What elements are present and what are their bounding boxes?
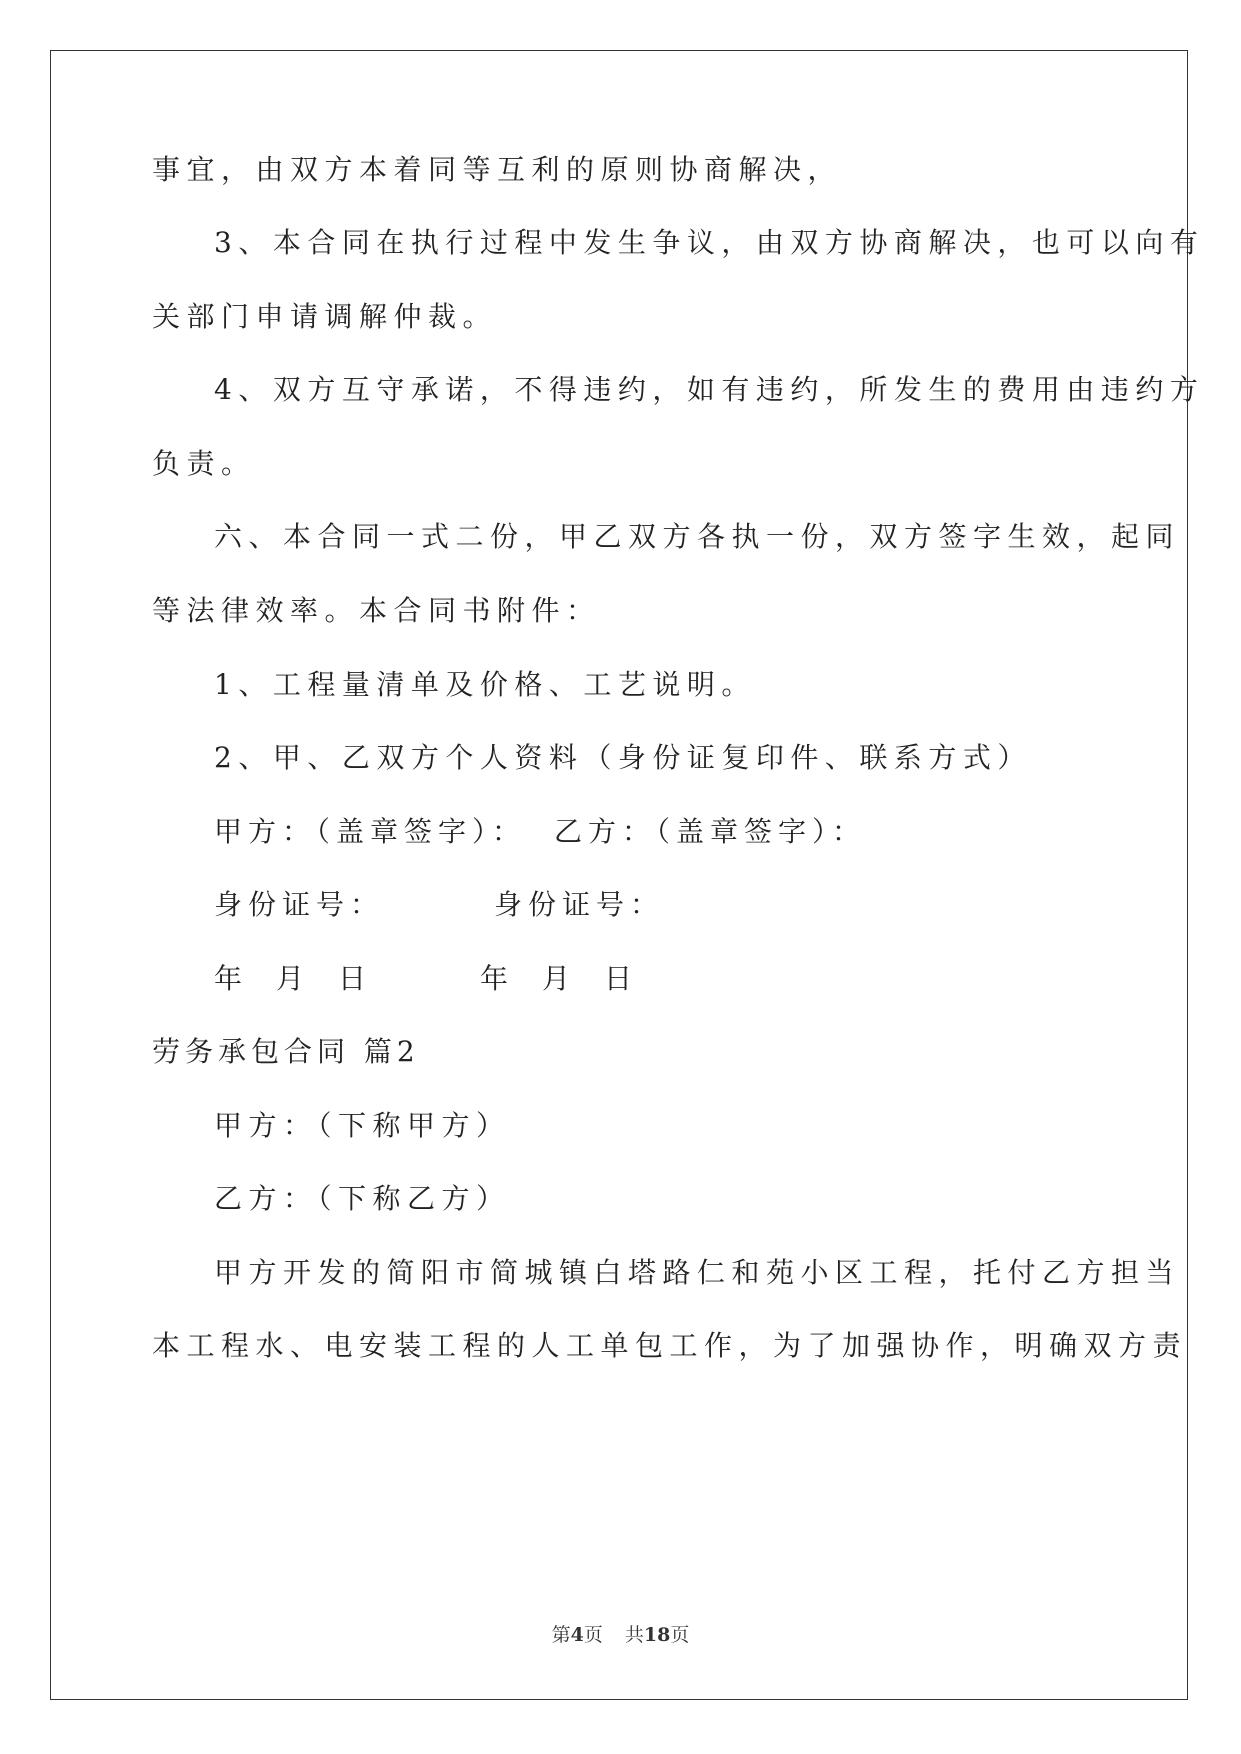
page-suffix: 页 xyxy=(583,1624,603,1646)
paragraph-line: 本工程水、电安装工程的人工单包工作，为了加强协作，明确双方责 xyxy=(152,1329,1188,1362)
page-footer xyxy=(0,1622,1241,1648)
paragraph-line: 甲方开发的简阳市简城镇白塔路仁和苑小区工程，托付乙方担当 xyxy=(214,1256,1181,1289)
paragraph-line: 事宜，由双方本着同等互利的原则协商解决， xyxy=(152,153,843,186)
total-prefix: 共 xyxy=(624,1624,644,1646)
total-pages: 18 xyxy=(643,1624,671,1646)
paragraph-line: 负责。 xyxy=(152,447,256,480)
total-suffix: 页 xyxy=(670,1624,690,1646)
party-a-line: 甲方：（下称甲方） xyxy=(214,1109,511,1142)
party-b-line: 乙方：（下称乙方） xyxy=(214,1182,511,1215)
party-a-id-label: 身份证号： xyxy=(214,888,385,921)
party-a-signature-label: 甲方：（盖章签字）： xyxy=(214,815,527,848)
paragraph-line: 3、本合同在执行过程中发生争议，由双方协商解决，也可以向有 xyxy=(214,226,1205,259)
paragraph-line: 2、甲、乙双方个人资料（身份证复印件、联系方式） xyxy=(214,741,1032,774)
paragraph-line: 关部门申请调解仲裁。 xyxy=(152,300,498,333)
paragraph-line: 4、双方互守承诺，不得违约，如有违约，所发生的费用由违约方 xyxy=(214,373,1205,406)
section-title: 劳务承包合同 篇2 xyxy=(152,1035,420,1068)
party-b-id-label: 身份证号： xyxy=(494,888,665,921)
party-b-day: 日 xyxy=(604,962,639,995)
paragraph-line: 六、本合同一式二份，甲乙双方各执一份，双方签字生效，起同 xyxy=(214,520,1181,553)
party-a-day: 日 xyxy=(338,962,373,995)
party-b-month: 月 xyxy=(542,962,577,995)
party-b-signature-label: 乙方：（盖章签字）： xyxy=(554,815,867,848)
page-prefix: 第 xyxy=(551,1624,571,1646)
paragraph-line: 1、工程量清单及价格、工艺说明。 xyxy=(214,668,756,701)
party-a-year: 年 xyxy=(214,962,249,995)
page-number: 4 xyxy=(570,1624,584,1646)
party-a-month: 月 xyxy=(276,962,311,995)
paragraph-line: 等法律效率。本合同书附件： xyxy=(152,594,601,627)
party-b-year: 年 xyxy=(480,962,515,995)
